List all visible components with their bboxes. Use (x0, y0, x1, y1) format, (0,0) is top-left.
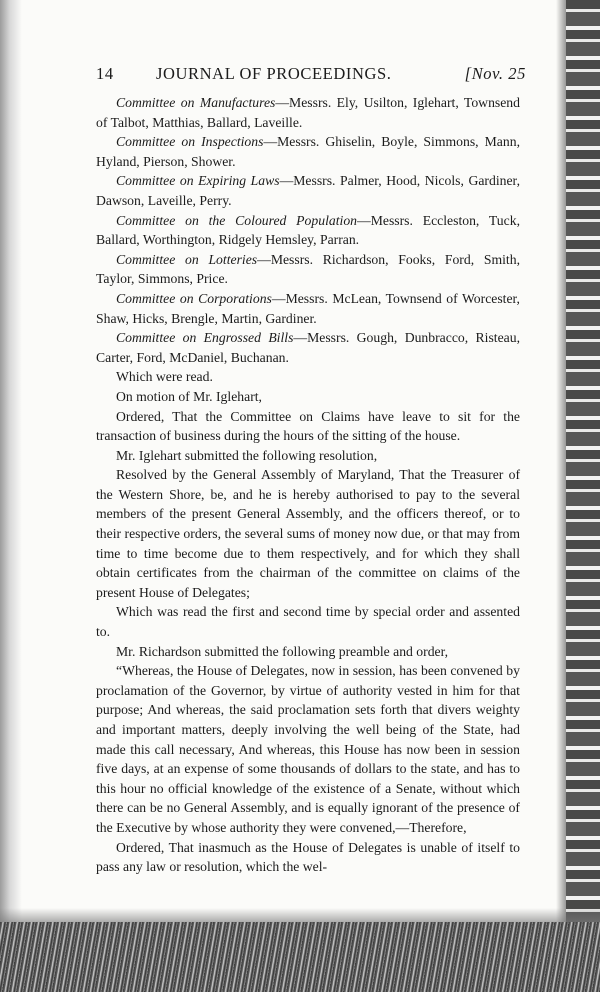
committee-name: Committee on Corporations (116, 290, 272, 306)
paragraph-iglehart-submitted: Mr. Iglehart submitted the following resolution, (116, 447, 378, 463)
header-date: [Nov. 25 (464, 64, 526, 83)
committee-name: Committee on Manufactures (116, 95, 276, 110)
committee-name: Committee on Expiring Laws (116, 173, 280, 189)
running-header (96, 64, 526, 86)
committee-name: Committee on Inspections (116, 134, 264, 150)
committee-name: Committee on Engrossed Bills (116, 330, 294, 346)
paragraph-order: Ordered, That inasmuch as the House of Delegates is unable of itself to pass any law or resolution, which the wel- (96, 839, 520, 875)
committee-entry (96, 93, 520, 132)
paragraph-read-assented: Which was read the first and second time by special order and assented to. (96, 604, 520, 640)
committee-members: —Messrs. Gough, Dunbracco, Risteau, Carter, Ford, McDaniel, Buchanan. (96, 330, 520, 365)
committee-entry (96, 171, 520, 210)
committee-members: —Messrs. Palmer, Hood, Nicols, Gardiner, Dawson, Laveille, Perry. (96, 173, 520, 208)
committee-name: Committee on Lotteries (116, 251, 258, 267)
journal-body (96, 93, 520, 877)
committee-members: —Messrs. Ghiselin, Boyle, Simmons, Mann, Hyland, Pierson, Shower. (96, 134, 520, 169)
paragraph-which-read: Which were read. (116, 369, 213, 385)
committee-entry (96, 132, 520, 171)
committee-entry (96, 211, 520, 250)
page-number: 14 (96, 64, 114, 83)
page-right-edge (566, 0, 600, 992)
paragraph-ordered-claims: Ordered, That the Committee on Claims have leave to sit for the transaction of business during the hours of the sitting of the house. (96, 408, 520, 444)
committee-members: —Messrs. Richardson, Fooks, Ford, Smith, Taylor, Simmons, Price. (96, 251, 520, 287)
page-gutter-shadow (0, 0, 22, 992)
committee-name: Committee on the Coloured Population (116, 212, 358, 228)
committee-entry (96, 289, 520, 328)
paragraph-richardson-submitted: Mr. Richardson submitted the following preamble and order, (116, 643, 449, 659)
committee-members: —Messrs. Eccleston, Tuck, Ballard, Worthington, Ridgely Hemsley, Parran. (96, 212, 520, 248)
paragraph-resolution: Resolved by the General Assembly of Maryland, That the Treasurer of the Western Shore, be, and he is hereby authorised to pay to the several members of the present General Assembly, and the officers thereof, or to their respective orders, the several sums of money now due, or that may from time to time become due to them respectively, and for which they shall obtain certificates from the chairman of the committee on claims of the present House of Delegates; (96, 467, 520, 600)
paragraph-motion: On motion of Mr. Iglehart, (116, 388, 262, 404)
running-title: JOURNAL OF PROCEEDINGS. (156, 64, 392, 83)
committee-entry (96, 250, 520, 289)
paragraph-preamble: “Whereas, the House of Delegates, now in session, has been convened by proclamation of the Governor, by virtue of authority vested in him for that purpose; And whereas, the said proclamation sets forth that divers weighty and important matters, deeply involving the well being of the State, had made this call necessary, And whereas, this House has now been in session five days, at an expense of some thousands of dollars to the state, and has to this hour no official knowledge of the existence of a Senate, without which there can be no General Assembly, and is equally ignorant of the presence of the Executive by whose authority they were convened,—Therefore, (96, 663, 520, 835)
committee-entry (96, 328, 520, 367)
page-bottom-edge (0, 922, 600, 992)
committee-members: —Messrs. Ely, Usilton, Iglehart, Townsend of Talbot, Matthias, Ballard, Laveille. (96, 95, 520, 130)
committee-members: —Messrs. McLean, Townsend of Worcester, Shaw, Hicks, Brengle, Martin, Gardiner. (96, 290, 520, 326)
